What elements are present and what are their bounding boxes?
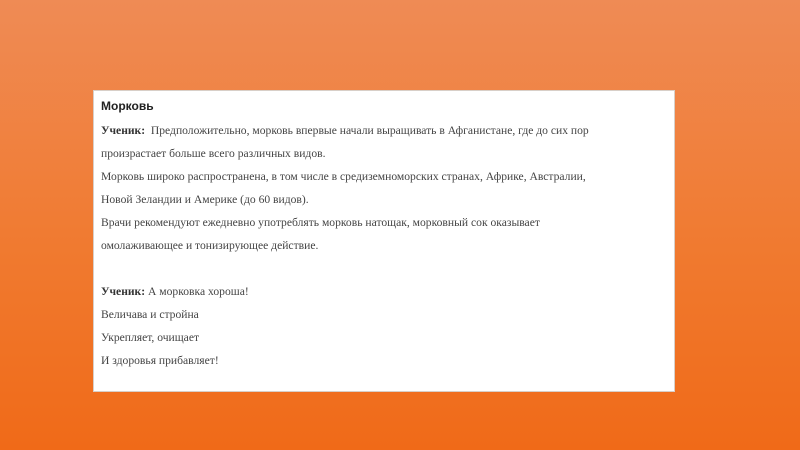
text-card bbox=[93, 90, 675, 392]
line-text: Предположительно, морковь впервые начали выращивать в Афганистане, где до сих пор bbox=[150, 124, 589, 137]
text-line bbox=[101, 119, 667, 142]
text-line: Укрепляет, очищает bbox=[101, 331, 200, 344]
text-line: Новой Зеландии и Америке (до 60 видов). bbox=[101, 193, 309, 206]
text-line bbox=[101, 280, 667, 303]
paragraph-spacer bbox=[101, 257, 667, 280]
text-line: Величава и стройна bbox=[101, 308, 199, 321]
text-line: Морковь широко распространена, в том числе в средиземноморских странах, Африке, Австралии, bbox=[101, 170, 586, 183]
speaker-label: Ученик: bbox=[101, 285, 146, 298]
speaker-label: Ученик: bbox=[101, 124, 146, 137]
line-text: А морковка хороша! bbox=[148, 285, 249, 298]
text-line: Врачи рекомендуют ежедневно употреблять морковь натощак, морковный сок оказывает bbox=[101, 216, 540, 229]
card-title: Морковь bbox=[101, 99, 154, 113]
text-line: омолаживающее и тонизирующее действие. bbox=[101, 239, 319, 252]
text-line: произрастает больше всего различных видов. bbox=[101, 147, 326, 160]
text-line: И здоровья прибавляет! bbox=[101, 354, 219, 367]
